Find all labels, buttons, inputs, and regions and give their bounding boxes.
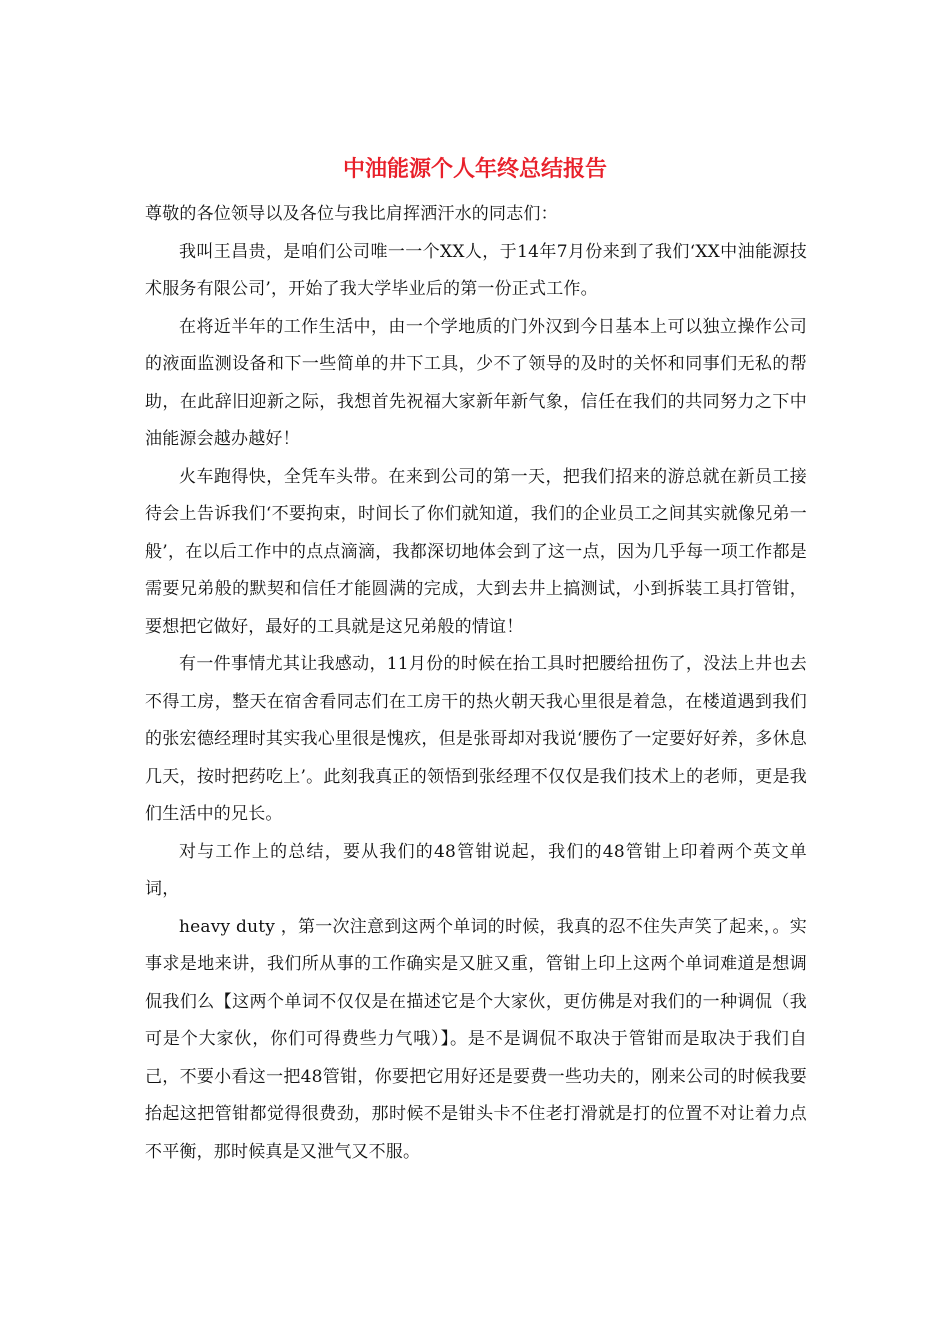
paragraph-work-summary: 对与工作上的总结，要从我们的48管钳说起，我们的48管钳上印着两个英文单词，: [145, 841, 807, 899]
paragraph-injury-story: 有一件事情尤其让我感动，11月份的时候在抬工具时把腰给扭伤了，没法上井也去不得工房，整天在宿舍看同志们在工房干的热火朝天我心里很是着急，在楼道遇到我们的张宏德经理时其实我心里很是愧疚，但是张哥却对我说‘腰伤了一定要好好养，多休息几天，按时把药吃上’。此刻我真正的领悟到张经理不仅仅是我们技术上的老师，更是我们生活中的兄长。: [145, 654, 807, 824]
paragraph-introduction: 我叫王昌贵，是咱们公司唯一一个XX人，于14年7月份来到了我们‘XX中油能源技术服务有限公司’，开始了我大学毕业后的第一份正式工作。: [145, 241, 807, 299]
paragraph-teamwork: 火车跑得快，全凭车头带。在来到公司的第一天，把我们招来的游总就在新员工接待会上告诉我们‘不要拘束，时间长了你们就知道，我们的企业员工之间其实就像兄弟一般’，在以后工作中的点点滴滴，我都深切地体会到了这一点，因为几乎每一项工作都是需要兄弟般的默契和信任才能圆满的完成，大到去井上搞测试，小到拆装工具打管钳，要想把它做好，最好的工具就是这兄弟般的情谊！: [145, 466, 807, 637]
salutation: 尊敬的各位领导以及各位与我比肩挥洒汗水的同志们：: [145, 204, 558, 224]
paragraph-pipe-wrench: heavy duty ，第一次注意到这两个单词的时候，我真的忍不住失声笑了起来，。实事求是地来讲，我们所从事的工作确实是又脏又重，管钳上印上这两个单词难道是想调侃我们么【这两个单词不仅仅是在描述它是个大家伙，更仿佛是对我们的一种调侃（我可是个大家伙，你们可得费些力气哦）】。是不是调侃不取决于管钳而是取决于我们自己，不要小看这一把48管钳，你要把它用好还是要费一些功夫的，刚来公司的时候我要抬起这把管钳都觉得很费劲，那时候不是钳头卡不住老打滑就是打的位置不对让着力点不平衡，那时候真是又泄气又不服。: [145, 916, 807, 1162]
document-body: [145, 196, 807, 1171]
paragraph-gratitude: 在将近半年的工作生活中，由一个学地质的门外汉到今日基本上可以独立操作公司的液面监测设备和下一些简单的井下工具，少不了领导的及时的关怀和同事们无私的帮助，在此辞旧迎新之际，我想首先祝福大家新年新气象，信任在我们的共同努力之下中油能源会越办越好！: [145, 316, 807, 449]
document-title: 中油能源个人年终总结报告: [342, 156, 607, 182]
